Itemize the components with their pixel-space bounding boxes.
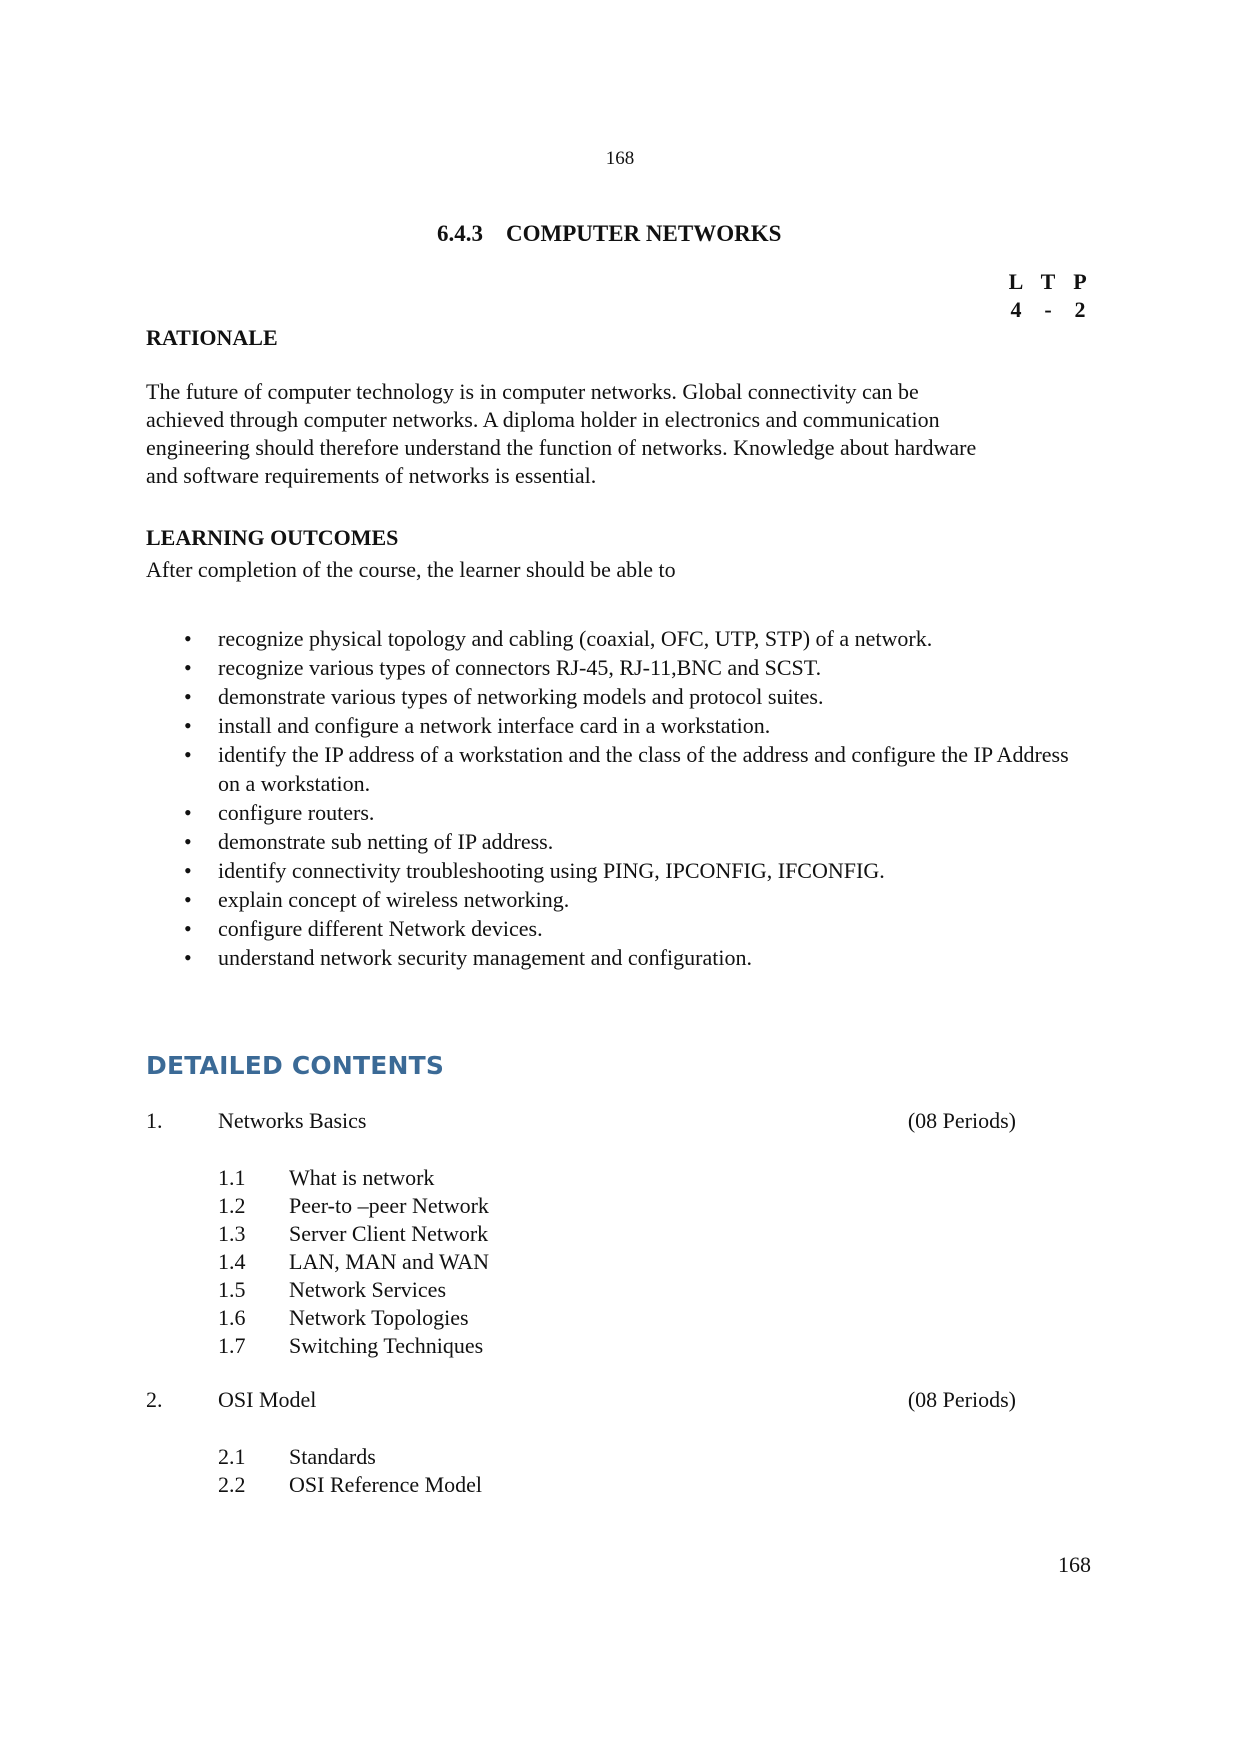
outcome-text: identify connectivity troubleshooting using PING, IPCONFIG, IFCONFIG. [218, 858, 885, 883]
subsection-title: LAN, MAN and WAN [289, 1249, 490, 1274]
rationale-line: achieved through computer networks. A diploma holder in electronics and communication [146, 407, 940, 432]
subsection-title: Peer-to –peer Network [289, 1193, 489, 1218]
rationale-line: and software requirements of networks is essential. [146, 463, 597, 488]
list-item [218, 1220, 489, 1248]
learning-outcomes-intro: After completion of the course, the learner should be able to [146, 557, 676, 582]
subsection-number: 1.3 [218, 1221, 246, 1246]
ltp-value-t: - [1044, 297, 1052, 322]
rationale-heading: RATIONALE [146, 325, 278, 350]
subsection-title: Standards [289, 1444, 376, 1469]
bullet-icon: • [184, 829, 192, 854]
list-item [146, 653, 1096, 682]
subsection-title: OSI Reference Model [289, 1472, 483, 1497]
bullet-icon: • [184, 945, 192, 970]
bullet-icon: • [184, 742, 192, 767]
bullet-icon: • [184, 916, 192, 941]
ltp-table [1000, 269, 1096, 325]
outcome-text: configure routers. [218, 800, 375, 825]
rationale-line: engineering should therefore understand the function of networks. Knowledge about hardware [146, 435, 977, 460]
list-item [218, 1304, 489, 1332]
subsection-title: Switching Techniques [289, 1333, 484, 1358]
page-number-top: 168 [605, 148, 635, 169]
subsection-title: Network Topologies [289, 1305, 469, 1330]
subsection-number: 2.2 [218, 1472, 246, 1497]
outcome-text: recognize various types of connectors RJ-45, RJ-11,BNC and SCST. [218, 655, 822, 680]
list-item [146, 885, 1096, 914]
subsection-number: 1.6 [218, 1305, 246, 1330]
section-1-subsections [218, 1164, 489, 1360]
learning-outcomes-heading: LEARNING OUTCOMES [146, 525, 399, 550]
section-periods: (08 Periods) [907, 1108, 1016, 1133]
list-item [218, 1276, 489, 1304]
list-item [146, 798, 1096, 827]
list-item [146, 624, 1096, 653]
section-2-row [146, 1387, 1016, 1413]
list-item [146, 827, 1096, 856]
subsection-number: 1.1 [218, 1165, 246, 1190]
course-title [437, 221, 781, 247]
outcome-text: identify the IP address of a workstation and the class of the address and configure the IP Address on a workstation. [218, 742, 1069, 796]
list-item [218, 1443, 482, 1471]
rationale-line: The future of computer technology is in computer networks. Global connectivity can be [146, 379, 919, 404]
outcome-text: recognize physical topology and cabling (coaxial, OFC, UTP, STP) of a network. [218, 626, 933, 651]
bullet-icon: • [184, 713, 192, 738]
ltp-value-row [1000, 297, 1096, 325]
ltp-header-t: T [1040, 269, 1056, 294]
list-item [218, 1164, 489, 1192]
section-number: 1. [146, 1108, 163, 1133]
section-number: 2. [146, 1387, 163, 1412]
ltp-value-l: 4 [1010, 297, 1022, 322]
bullet-icon: • [184, 858, 192, 883]
detailed-contents-heading: DETAILED CONTENTS [146, 1051, 445, 1080]
bullet-icon: • [184, 655, 192, 680]
outcome-text: install and configure a network interface card in a workstation. [218, 713, 771, 738]
page-number-bottom: 168 [1058, 1552, 1091, 1577]
list-item [146, 711, 1096, 740]
subsection-number: 1.7 [218, 1333, 246, 1358]
list-item [218, 1471, 482, 1499]
section-title: OSI Model [218, 1387, 317, 1412]
subsection-title: Network Services [289, 1277, 447, 1302]
section-2-subsections [218, 1443, 482, 1499]
subsection-title: Server Client Network [289, 1221, 489, 1246]
bullet-icon: • [184, 626, 192, 651]
outcome-text: demonstrate sub netting of IP address. [218, 829, 554, 854]
list-item [146, 682, 1096, 711]
section-title: Networks Basics [218, 1108, 367, 1133]
subsection-title: What is network [289, 1165, 435, 1190]
bullet-icon: • [184, 800, 192, 825]
subsection-number: 1.4 [218, 1249, 246, 1274]
learning-outcomes-list [146, 624, 1096, 972]
outcome-text: configure different Network devices. [218, 916, 543, 941]
outcome-text: demonstrate various types of networking models and protocol suites. [218, 684, 824, 709]
list-item [218, 1248, 489, 1276]
section-1-row [146, 1108, 1016, 1134]
list-item [218, 1332, 489, 1360]
course-name: COMPUTER NETWORKS [506, 221, 782, 246]
ltp-value-p: 2 [1074, 297, 1086, 322]
rationale-paragraph [146, 378, 1096, 490]
course-code: 6.4.3 [437, 221, 483, 246]
list-item [146, 914, 1096, 943]
list-item [218, 1192, 489, 1220]
section-periods: (08 Periods) [907, 1387, 1016, 1412]
bullet-icon: • [184, 684, 192, 709]
outcome-text: understand network security management and configuration. [218, 945, 752, 970]
outcome-text: explain concept of wireless networking. [218, 887, 570, 912]
ltp-header-l: L [1008, 269, 1024, 294]
subsection-number: 2.1 [218, 1444, 246, 1469]
list-item [146, 856, 1096, 885]
subsection-number: 1.5 [218, 1277, 246, 1302]
ltp-header-row [1000, 269, 1096, 297]
list-item [146, 740, 1096, 798]
subsection-number: 1.2 [218, 1193, 246, 1218]
bullet-icon: • [184, 887, 192, 912]
ltp-header-p: P [1073, 269, 1087, 294]
list-item [146, 943, 1096, 972]
